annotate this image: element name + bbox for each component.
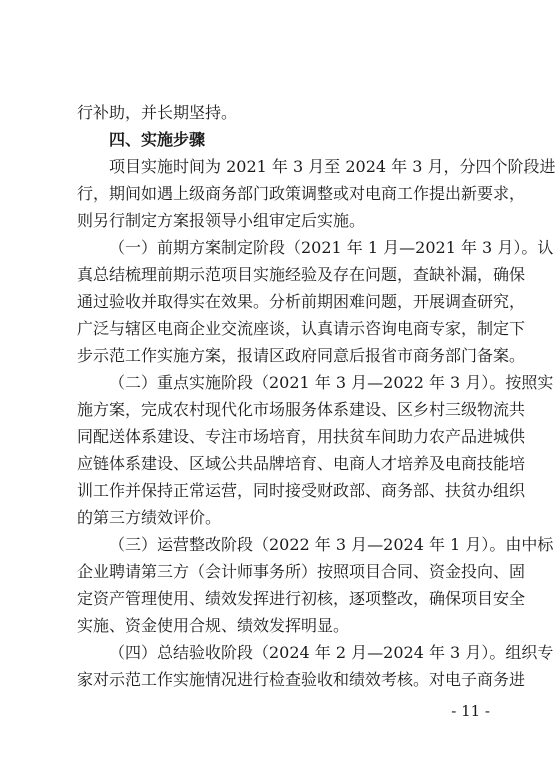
text-line: 实施、资金使用合规、绩效发挥明显。 — [77, 616, 350, 635]
text-line: 项目实施时间为 2021 年 3 月至 2024 年 3 月，分四个阶段进 — [109, 157, 556, 176]
text-line: （四）总结验收阶段（2024 年 2 月—2024 年 3 月）。组织专 — [109, 643, 554, 662]
text-line: 广泛与辖区电商企业交流座谈，认真请示咨询电商专家，制定下 — [77, 319, 526, 338]
text-line: 施方案，完成农村现代化市场服务体系建设、区乡村三级物流共 — [77, 400, 526, 419]
text-line: 真总结梳理前期示范项目实施经验及存在问题，查缺补漏，确保 — [77, 265, 526, 284]
text-line: 同配送体系建设、专注市场培育，用扶贫车间助力农产品进城供 — [77, 427, 526, 446]
text-line: 定资产管理使用、绩效发挥进行初核，逐项整改，确保项目安全 — [77, 589, 526, 608]
text-line: 行补助，并长期坚持。 — [77, 103, 238, 122]
section-heading: 四、实施步骤 — [109, 130, 206, 149]
page-number: - 11 - — [451, 702, 490, 720]
text-line: （一）前期方案制定阶段（2021 年 1 月—2021 年 3 月）。认 — [109, 238, 554, 257]
text-line: 家对示范工作实施情况进行检查验收和绩效考核。对电子商务进 — [77, 670, 526, 689]
text-line: 训工作并保持正常运营，同时接受财政部、商务部、扶贫办组织 — [77, 481, 526, 500]
text-line: 的第三方绩效评价。 — [77, 508, 222, 527]
text-line: 行，期间如遇上级商务部门政策调整或对电商工作提出新要求， — [77, 184, 526, 203]
text-line: 应链体系建设、区域公共品牌培育、电商人才培养及电商技能培 — [77, 454, 526, 473]
text-line: 则另行制定方案报领导小组审定后实施。 — [77, 211, 366, 230]
text-line: （三）运营整改阶段（2022 年 3 月—2024 年 1 月）。由中标 — [109, 535, 554, 554]
text-line: 通过验收并取得实在效果。分析前期困难问题，开展调查研究， — [77, 292, 526, 311]
text-line: 企业聘请第三方（会计师事务所）按照项目合同、资金投向、固 — [77, 562, 526, 581]
text-line: 步示范工作实施方案，报请区政府同意后报省市商务部门备案。 — [77, 346, 526, 365]
text-line: （二）重点实施阶段（2021 年 3 月—2022 年 3 月）。按照实 — [109, 373, 554, 392]
